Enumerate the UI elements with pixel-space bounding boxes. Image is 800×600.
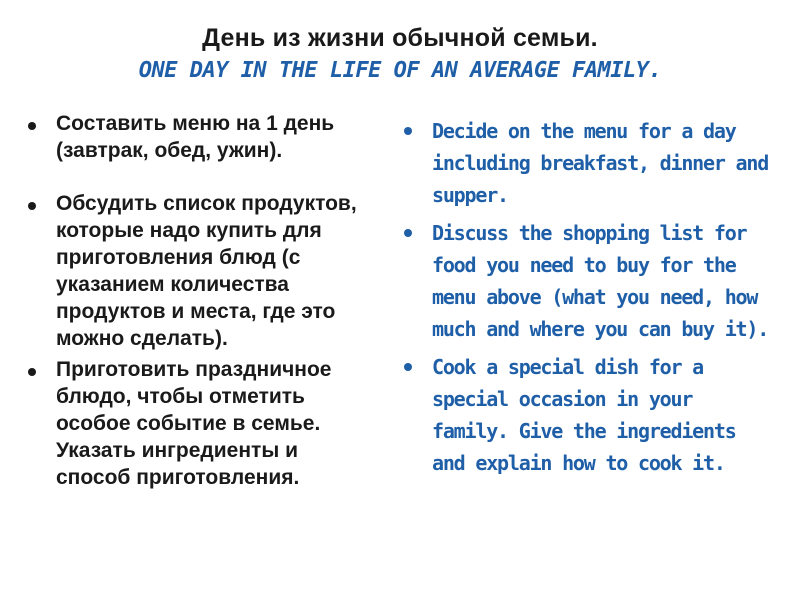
- bullet-text: Приготовить праздничное блюдо, чтобы отметить особое событие в семье. Указать ингредиенты и способ приготовления.: [56, 358, 332, 489]
- bullet-dot-icon: [404, 363, 412, 371]
- bullet-item-cook-ru: [26, 356, 378, 491]
- bullet-dot-icon: [404, 127, 412, 135]
- bullet-text: Обсудить список продуктов, которые надо купить для приготовления блюд (с указанием количества продуктов и места, где это можно сделать).: [56, 192, 357, 350]
- bullet-item-shopping-en: [402, 217, 774, 345]
- bullet-text: Составить меню на 1 день (завтрак, обед, ужин).: [56, 112, 335, 162]
- bullet-text: Cook a special dish for a special occasion in your family. Give the ingredients and explain how to cook it.: [432, 355, 736, 475]
- bullet-dot-icon: [28, 202, 36, 210]
- bullet-item-menu-ru: [26, 110, 378, 164]
- bullet-dot-icon: [28, 122, 36, 130]
- slide-title: [0, 22, 800, 86]
- bullet-item-shopping-ru: [26, 190, 378, 352]
- bullet-text: Discuss the shopping list for food you need to buy for the menu above (what you need, how much and where you can buy it).: [432, 221, 769, 341]
- bullet-dot-icon: [28, 368, 36, 376]
- title-english: ONE DAY IN THE LIFE OF AN AVERAGE FAMILY.: [138, 58, 662, 83]
- bullet-list-english: [402, 115, 774, 479]
- left-column-russian: [26, 110, 378, 491]
- bullet-list-russian: [26, 110, 378, 491]
- bullet-text: Decide on the menu for a day including breakfast, dinner and supper.: [432, 119, 769, 207]
- title-russian: День из жизни обычной семьи.: [202, 24, 598, 52]
- bullet-item-menu-en: [402, 115, 774, 211]
- bullet-item-cook-en: [402, 351, 774, 479]
- right-column-english: [402, 115, 774, 485]
- bullet-dot-icon: [404, 229, 412, 237]
